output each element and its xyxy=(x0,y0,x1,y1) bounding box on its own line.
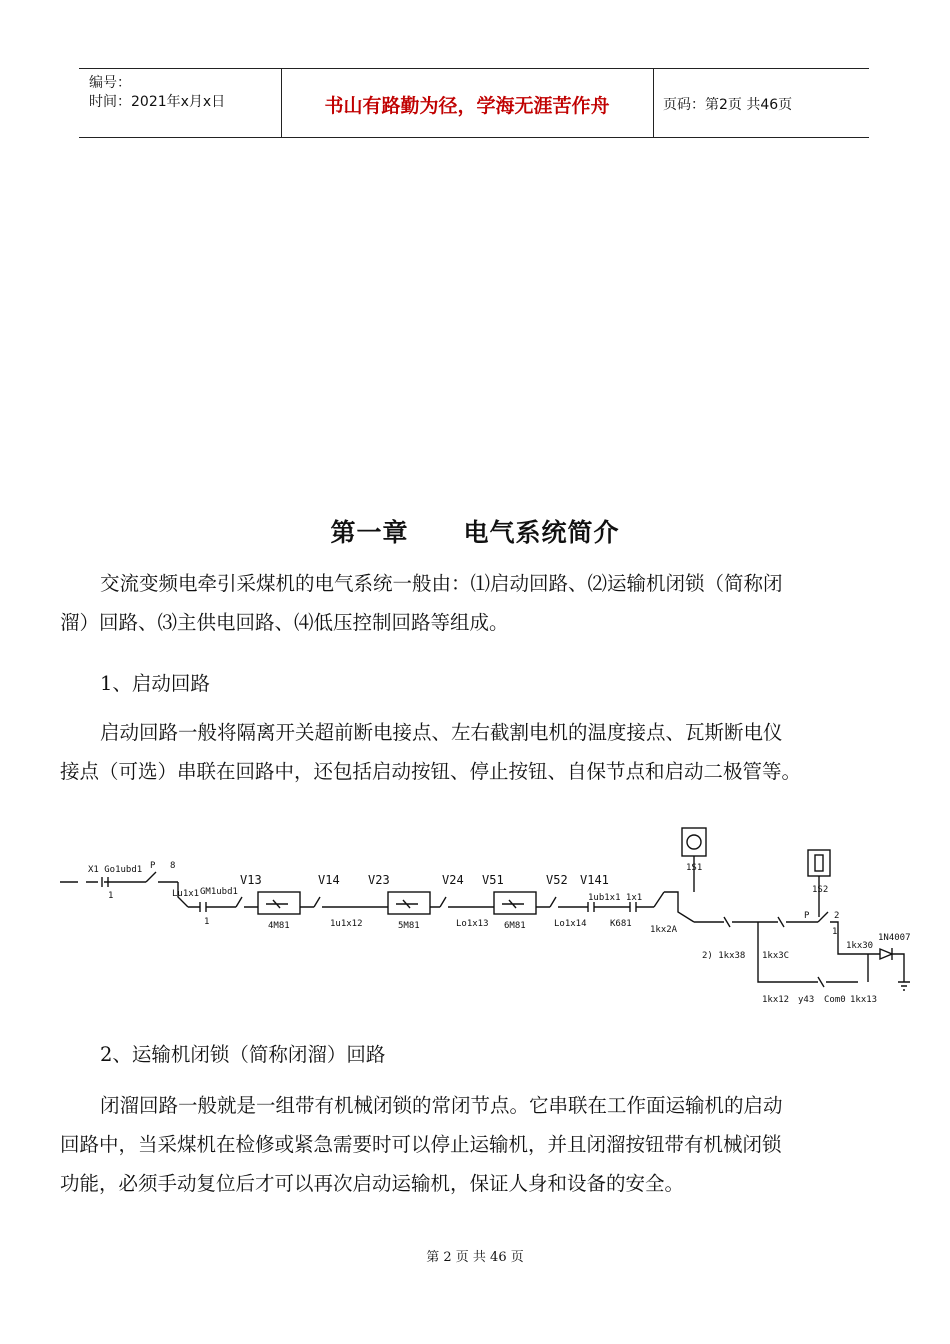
contact-v13 xyxy=(206,897,258,907)
start-circuit-diagram xyxy=(58,822,918,1022)
label-y43: y43 xyxy=(798,995,815,1005)
label-n2: 2 xyxy=(834,911,840,921)
label-6m81: 6M81 xyxy=(504,921,526,931)
label-j1: 1 xyxy=(204,917,210,927)
paragraph-2-line-2: 接点（可选）串联在回路中，还包括启动按钮、停止按钮、自保节点和启动二极管等。 xyxy=(60,760,802,783)
paragraph-1-line-1: 交流变频电牵引采煤机的电气系统一般由：⑴启动回路、⑵运输机闭锁（简称闭 xyxy=(100,572,783,595)
contact-gm xyxy=(200,902,206,912)
label-v51: V51 xyxy=(482,873,504,887)
label-1s2: 1S2 xyxy=(812,885,829,895)
label-lu30: 1kx30 xyxy=(846,941,874,951)
contact-v52 xyxy=(536,897,588,907)
chapter-number: 第一章 xyxy=(330,518,409,547)
label-n8: 8 xyxy=(170,861,176,871)
label-1n4007: 1N4007 xyxy=(878,933,911,943)
label-v14: V14 xyxy=(318,873,340,887)
label-v24: V24 xyxy=(442,873,464,887)
ground-symbol xyxy=(898,982,910,990)
button-1s2-mark xyxy=(815,855,823,871)
button-1s1-knob xyxy=(687,835,701,849)
header-table xyxy=(79,68,869,138)
chapter-title xyxy=(0,513,950,549)
contact-v14 xyxy=(300,897,388,907)
section-2-heading: 2、运输机闭锁（简称闭溜）回路 xyxy=(100,1043,386,1066)
label-1s1: 1S1 xyxy=(686,863,703,873)
section-1-heading: 1、启动回路 xyxy=(100,672,210,695)
label-lu12: 1u1x12 xyxy=(330,919,363,929)
label-lx2a: 1kx2A xyxy=(650,925,678,935)
label-lo13: Lo1x13 xyxy=(456,919,489,929)
label-5m81: 5M81 xyxy=(398,921,420,931)
page-code: 页码：第2页 共46页 xyxy=(663,97,793,113)
contact-v24 xyxy=(430,897,494,907)
label-lu13: 1kx13 xyxy=(850,995,878,1005)
header-right-cell xyxy=(653,69,869,137)
label-4m81: 4M81 xyxy=(268,921,290,931)
relay-4m81 xyxy=(258,892,300,914)
label-k1: 1 xyxy=(108,891,114,901)
label-k681: K681 xyxy=(610,919,632,929)
paragraph-3-line-3: 功能，必须手动复位后才可以再次启动运输机，保证人身和设备的安全。 xyxy=(60,1172,685,1195)
relay-contact xyxy=(266,900,288,908)
paragraph-2-line-1: 启动回路一般将隔离开关超前断电接点、左右截割电机的温度接点、瓦斯断电仪 xyxy=(100,721,783,744)
label-lu38: 2) 1kx38 xyxy=(702,951,746,961)
label-v23: V23 xyxy=(368,873,390,887)
switch-1 xyxy=(146,872,178,882)
label-gm: GM1ubd1 xyxy=(200,887,238,897)
button-1s1 xyxy=(682,828,706,856)
paragraph-3-line-2: 回路中，当采煤机在检修或紧急需要时可以停止运输机，并且闭溜按钮带有机械闭锁 xyxy=(60,1133,782,1156)
button-1s2 xyxy=(808,850,830,876)
wire-segment xyxy=(724,917,758,927)
label-v52: V52 xyxy=(546,873,568,887)
label-transformer: 1ub1x1 1x1 xyxy=(588,893,643,903)
diode-1n4007 xyxy=(868,948,904,982)
relay-5m81 xyxy=(388,892,430,914)
relay-contact xyxy=(396,900,418,908)
motto: 书山有路勤为径，学海无涯苦作舟 xyxy=(324,95,610,117)
label-com: Com0 xyxy=(824,995,846,1005)
label-lu12b: 1kx12 xyxy=(762,995,790,1005)
page-footer: 第 2 页 共 46 页 xyxy=(426,1250,524,1265)
paragraph-1-line-2: 溜）回路、⑶主供电回路、⑷低压控制回路等组成。 xyxy=(60,611,509,634)
label-x1: X1 Go1ubd1 xyxy=(88,865,143,875)
label-p2: P xyxy=(804,911,810,921)
label-lo14: Lo1x14 xyxy=(554,919,587,929)
label-v141: V141 xyxy=(580,873,609,887)
label-v13: V13 xyxy=(240,873,262,887)
paragraph-3-line-1: 闭溜回路一般就是一组带有机械闭锁的常闭节点。它串联在工作面运输机的启动 xyxy=(100,1094,783,1117)
number-label: 编号： xyxy=(89,75,131,91)
label-lu3c: 1kx3C xyxy=(762,951,790,961)
header-center-cell xyxy=(281,69,654,137)
label-p1: P xyxy=(150,861,156,871)
relay-6m81 xyxy=(494,892,536,914)
contacts-k681 xyxy=(588,902,654,912)
header-left-cell xyxy=(79,69,282,137)
label-lu1: Lu1x1 xyxy=(172,889,200,899)
self-hold-branch xyxy=(788,954,868,987)
chapter-name: 电气系统简介 xyxy=(463,518,620,547)
start-button-wire xyxy=(654,892,724,922)
relay-contact xyxy=(502,900,524,908)
parallel-branch xyxy=(758,917,818,982)
label-n1: 1 xyxy=(832,927,838,937)
time-label: 时间：2021年x月x日 xyxy=(89,94,226,110)
